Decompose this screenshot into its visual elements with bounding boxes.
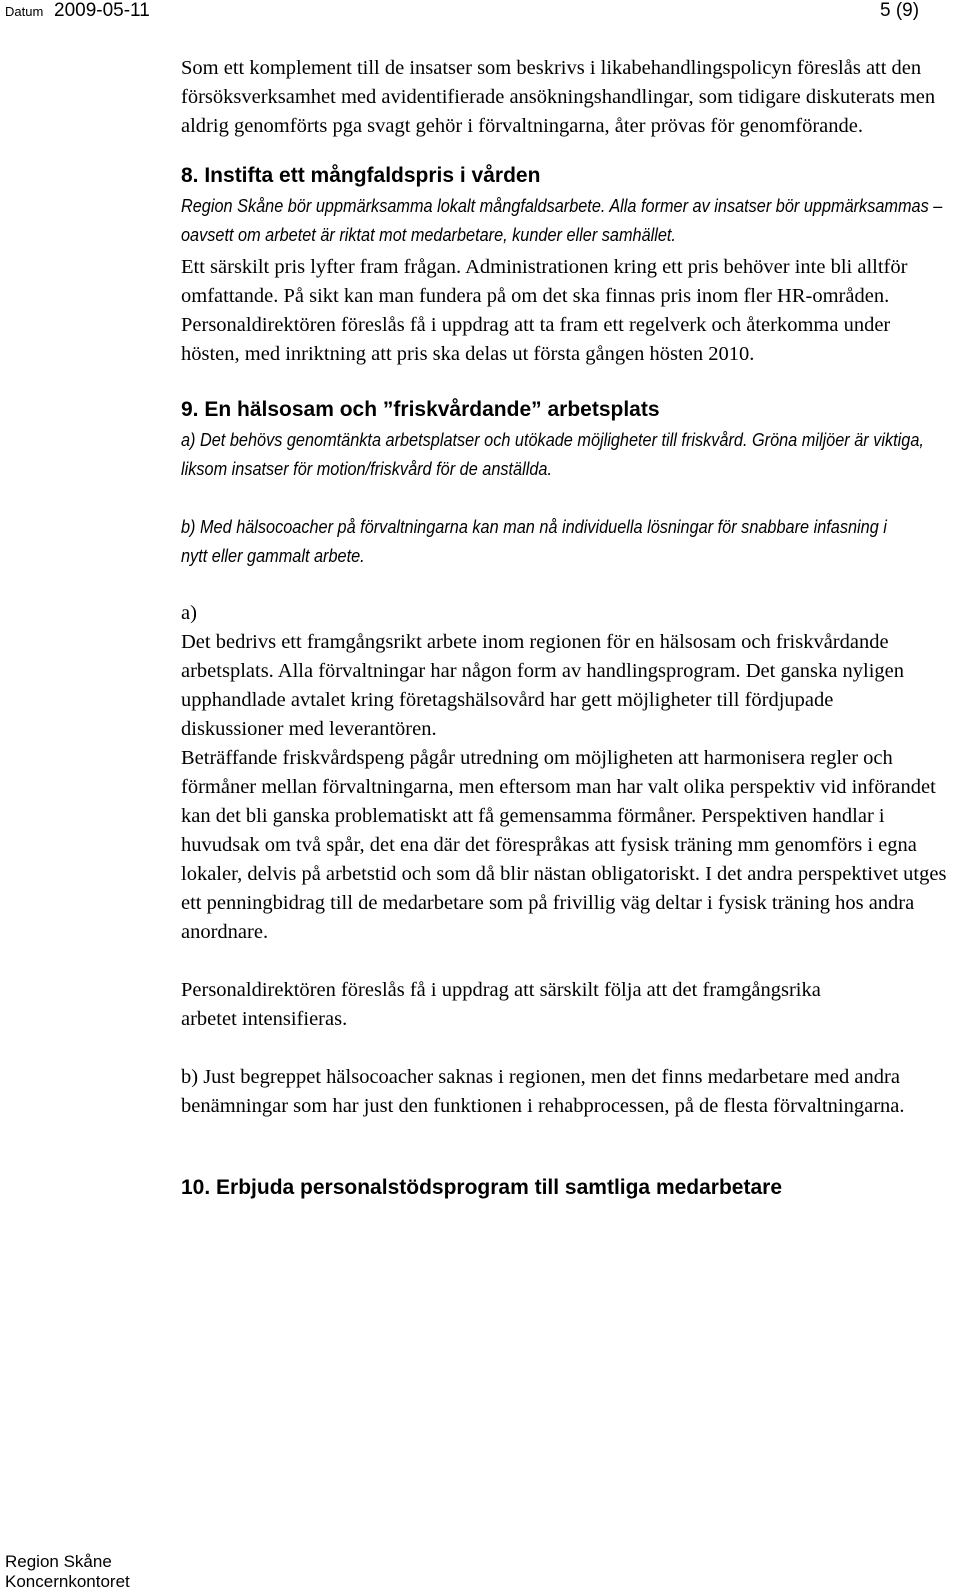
section-9-proposal-b: b) Med hälsocoacher på förvaltningarna kan man nå individuella lösningar för snabbare infasning i nytt eller gammalt arbete.: [181, 516, 887, 566]
footer-department: Koncernkontoret: [5, 1572, 130, 1591]
footer-organization: Region Skåne: [5, 1552, 112, 1571]
section-9-paragraph-a1: Det bedrivs ett framgångsrikt arbete inom regionen för en hälsosam och friskvårdande arbetsplats. Alla förvaltningar har någon form av handlingsprogram. Det ganska nyligen upphandlade avtalet kring företagshälsovård har gett möjligheter till fördjupade diskussioner med leverantören.: [181, 631, 904, 740]
document-body: [181, 54, 951, 1203]
section-9-paragraph-a2: Beträffande friskvårdspeng pågår utredning om möjligheten att harmonisera regler och förmåner mellan förvaltningarna, men eftersom man har valt olika perspektiv vid införandet kan det bli ganska problematiskt att få gemensamma förmåner. Perspektiven handlar i huvudsak om två spår, det ena där det förespråkas att fysisk träning mm genomförs i egna lokaler, delvis på arbetstid och som då blir nästan obligatoriskt. I det andra perspektivet utges ett penningbidrag till de medarbetare som på frivillig väg deltar i fysisk träning hos andra anordnare.: [181, 747, 947, 943]
section-9-paragraph-a3: Personaldirektören föreslås få i uppdrag att särskilt följa att det framgångsrika arbetet intensifieras.: [181, 979, 821, 1030]
intro-paragraph: Som ett komplement till de insatser som beskrivs i likabehandlingspolicyn föreslås att den försöksverksamhet med avidentifierade ansökningshandlingar, som tidigare diskuterats men aldrig genomförts pga svagt gehör i förvaltningarna, åter prövas för genomförande.: [181, 57, 936, 137]
section-8-proposal: Region Skåne bör uppmärksamma lokalt mångfaldsarbete. Alla former av insatser bör uppmärksammas – oavsett om arbetet är riktat mot medarbetare, kunder eller samhället.: [181, 195, 943, 245]
section-10-heading: 10. Erbjuda personalstödsprogram till samtliga medarbetare: [181, 1176, 783, 1199]
page-number: 5 (9): [880, 0, 920, 21]
section-9-proposal-a: a) Det behövs genomtänkta arbetsplatser och utökade möjligheter till friskvård. Gröna miljöer är viktiga, liksom insatser för motion/friskvård för de anställda.: [181, 429, 924, 479]
header-date: 2009-05-11: [54, 0, 150, 21]
section-9-heading: 9. En hälsosam och ”friskvårdande” arbetsplats: [181, 398, 660, 421]
section-8-paragraph-2: Personaldirektören föreslås få i uppdrag att ta fram ett regelverk och återkomma under hösten, med inriktning att pris ska delas ut första gången hösten 2010.: [181, 314, 891, 365]
header-date-label: Datum: [5, 4, 44, 19]
section-8-paragraph-1: Ett särskilt pris lyfter fram frågan. Administrationen kring ett pris behöver inte bli alltför omfattande. På sikt kan man fundera på om det ska finnas pris inom fler HR-områden.: [181, 256, 908, 307]
section-9-paragraph-b: b) Just begreppet hälsocoacher saknas i regionen, men det finns medarbetare med andra benämningar som har just den funktionen i rehabprocessen, på de flesta förvaltningarna.: [181, 1066, 905, 1117]
section-9-label-a: a): [181, 602, 197, 624]
section-8-heading: 8. Instifta ett mångfaldspris i vården: [181, 164, 541, 187]
